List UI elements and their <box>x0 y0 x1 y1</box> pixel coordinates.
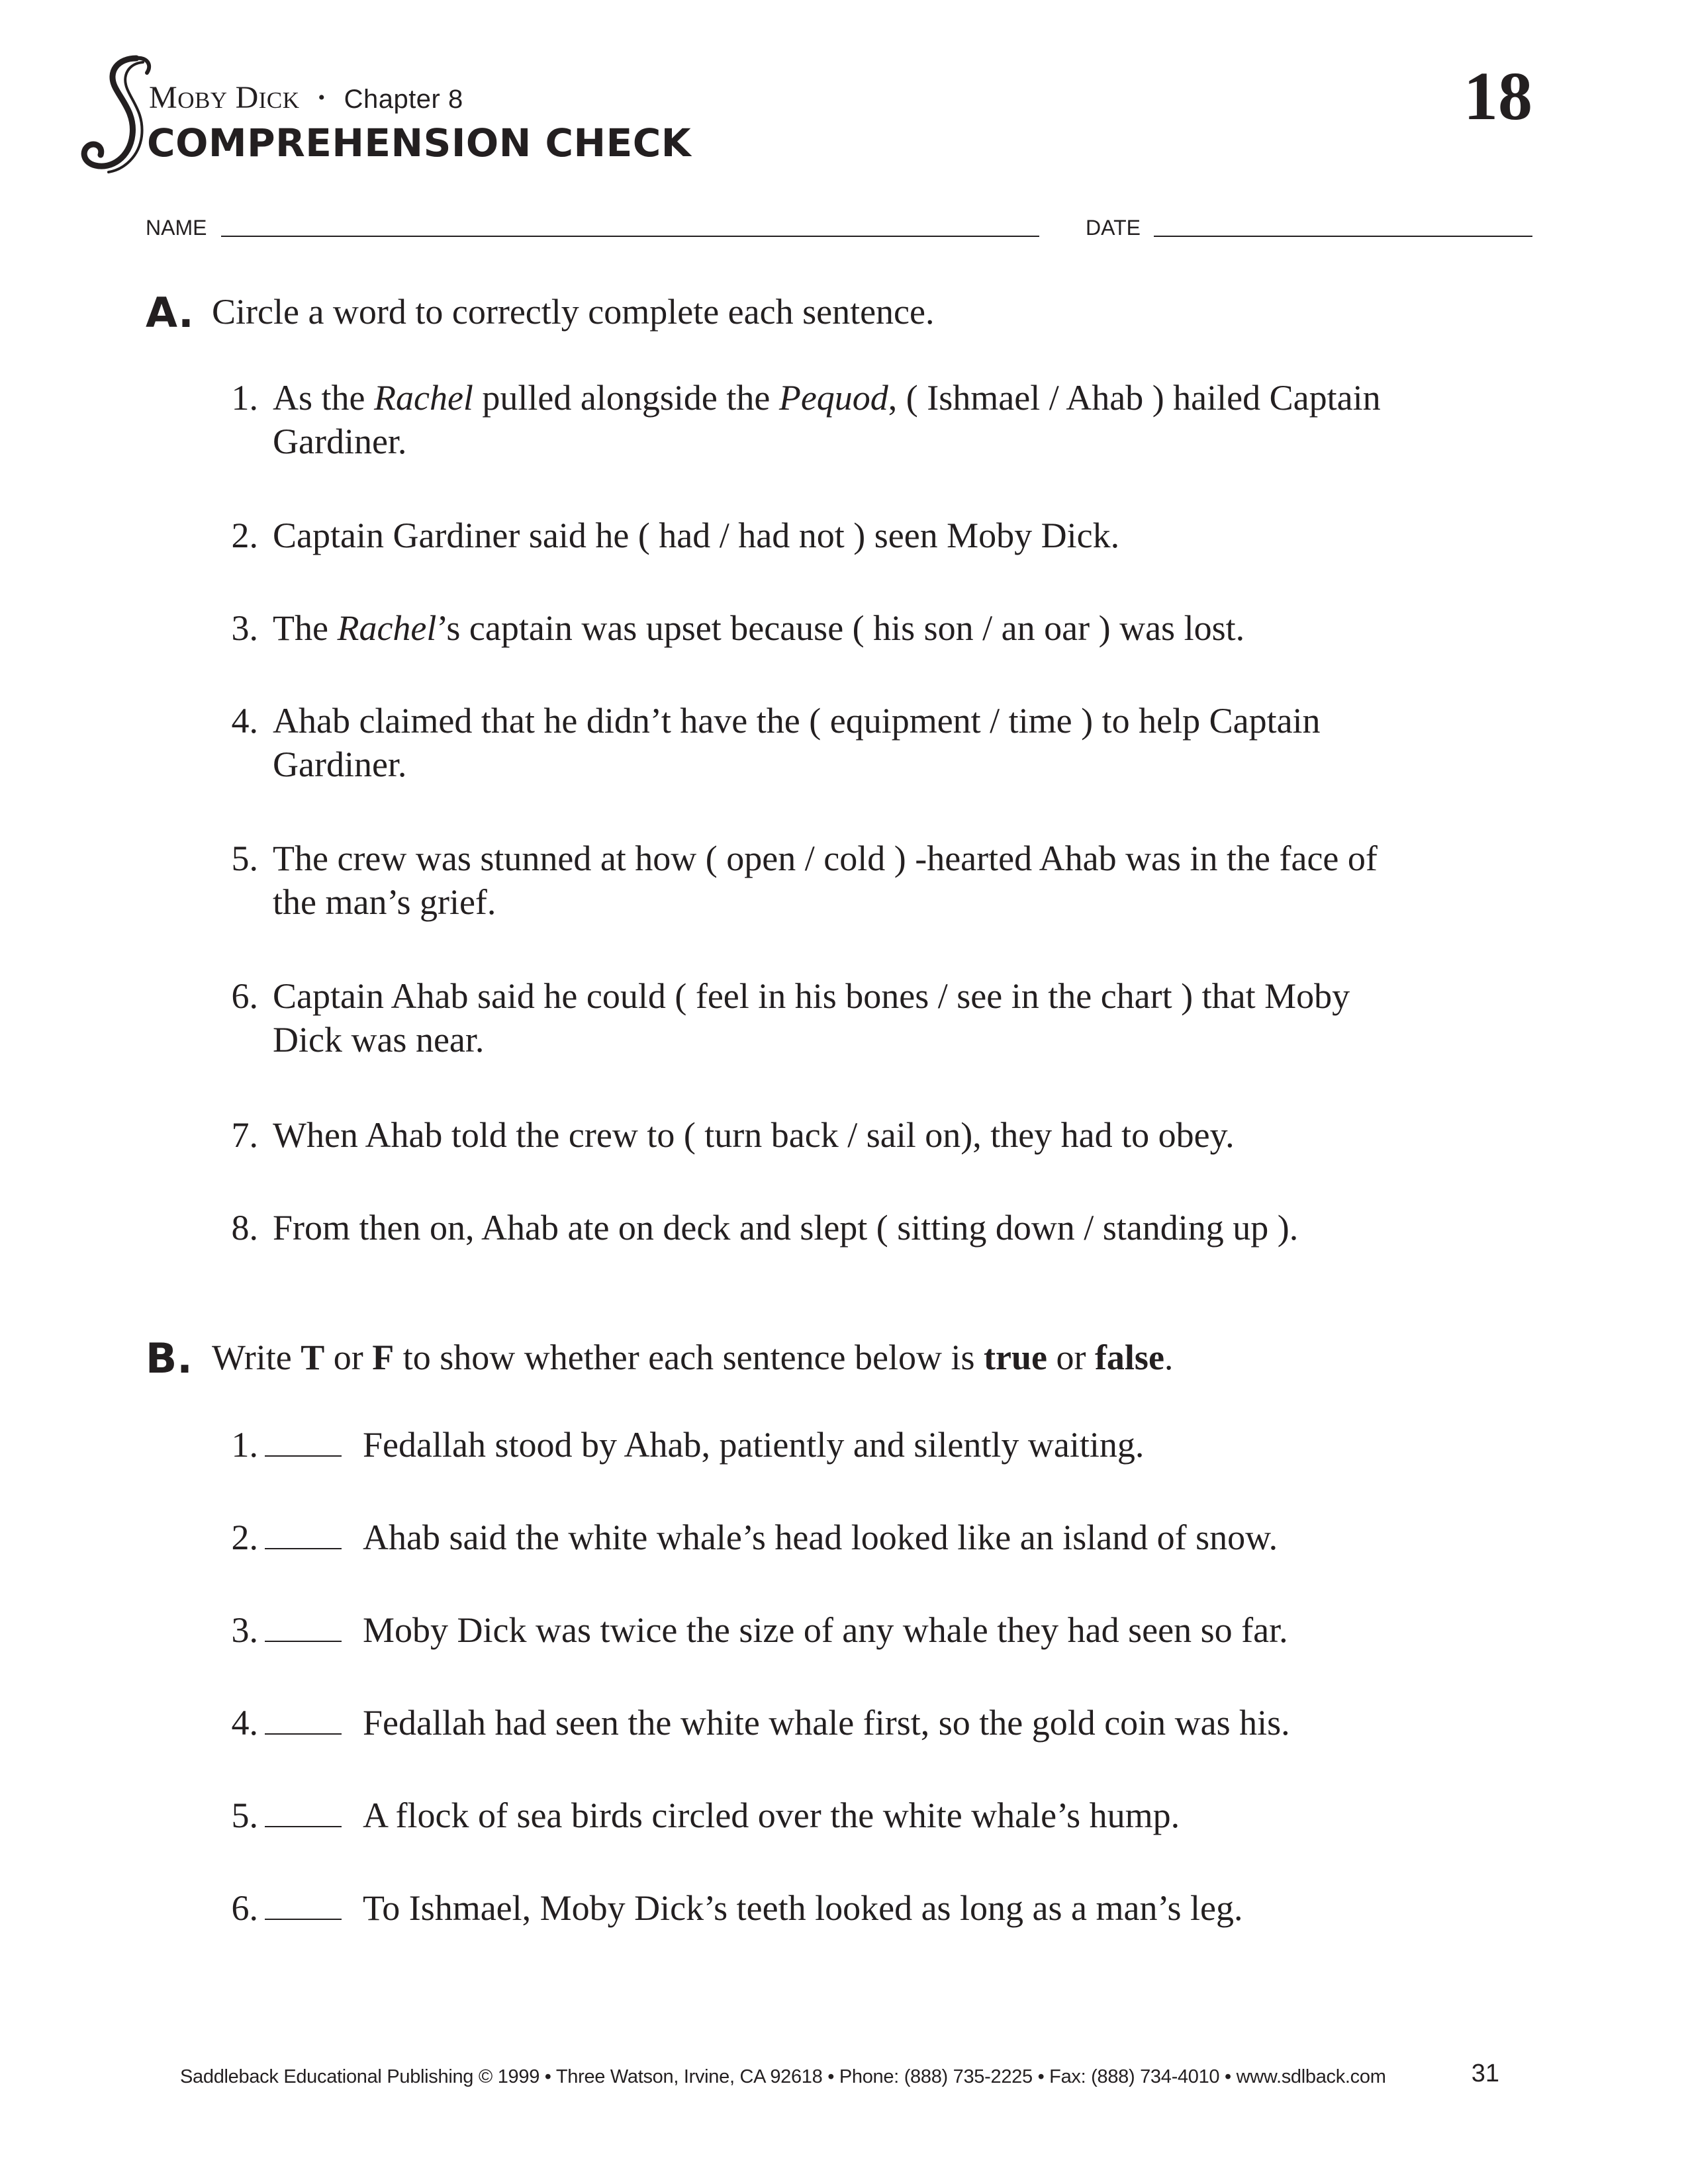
publisher-footer: Saddleback Educational Publishing © 1999 • Three Watson, Irvine, CA 92618 • Phone: (888) 735-2225 • Fax: (888) 734-4010 • www.sdlback.com <box>180 2066 1386 2087</box>
answer-blank[interactable] <box>265 1799 342 1827</box>
series-bullet: • <box>318 87 326 109</box>
statement-number: 6. <box>231 1888 258 1928</box>
statement-number: 1. <box>231 1425 258 1465</box>
statement-b-3 <box>212 1608 1288 1652</box>
question-text: Captain Ahab said he could ( feel in his bones / see in the chart ) that Moby Dick was near. <box>273 976 1350 1060</box>
section-a-letter: A. <box>146 289 194 337</box>
question-text: From then on, Ahab ate on deck and slept ( sitting down / standing up ). <box>273 1208 1299 1248</box>
answer-blank[interactable] <box>265 1429 342 1457</box>
statement-text: Fedallah had seen the white whale first, so the gold coin was his. <box>363 1703 1290 1743</box>
statement-text: Fedallah stood by Ahab, patiently and silently waiting. <box>363 1425 1145 1465</box>
date-field[interactable] <box>1154 236 1532 237</box>
question-number: 4. <box>231 701 258 741</box>
name-label: NAME <box>146 216 207 240</box>
question-number: 3. <box>231 608 258 648</box>
answer-blank[interactable] <box>265 1707 342 1735</box>
series-word1-rest: OBY <box>177 87 228 113</box>
answer-blank[interactable] <box>265 1522 342 1549</box>
question-text: The crew was stunned at how ( open / cold ) -hearted Ahab was in the face of the man’s grief. <box>273 839 1378 922</box>
question-number: 6. <box>231 976 258 1016</box>
chapter-label: Chapter 8 <box>344 85 463 114</box>
series-line <box>149 79 463 116</box>
statement-number: 3. <box>231 1610 258 1650</box>
statement-b-6 <box>212 1886 1243 1930</box>
statement-text: Moby Dick was twice the size of any whale they had seen so far. <box>363 1610 1288 1650</box>
question-text: Captain Gardiner said he ( had / had not ) seen Moby Dick. <box>273 516 1120 555</box>
name-field[interactable] <box>221 236 1039 237</box>
statement-b-5 <box>212 1794 1180 1837</box>
question-number: 1. <box>231 378 258 418</box>
section-a-instruction: Circle a word to correctly complete each sentence. <box>212 292 935 332</box>
statement-number: 4. <box>231 1703 258 1743</box>
section-b-instruction: Write T or F to show whether each sentence below is true or false. <box>212 1338 1174 1377</box>
statement-b-2 <box>212 1516 1278 1559</box>
question-a-1[interactable] <box>212 376 1470 463</box>
statement-b-4 <box>212 1701 1290 1745</box>
page-number: 31 <box>1471 2060 1499 2087</box>
question-a-6[interactable] <box>212 974 1403 1062</box>
answer-blank[interactable] <box>265 1614 342 1642</box>
answer-blank[interactable] <box>265 1892 342 1920</box>
question-text: The Rachel’s captain was upset because ( his son / an oar ) was lost. <box>273 608 1245 648</box>
page-title: COMPREHENSION CHECK <box>147 120 692 165</box>
date-label: DATE <box>1086 216 1141 240</box>
question-text: As the Rachel pulled alongside the Pequod, ( Ishmael / Ahab ) hailed Captain Gardiner. <box>273 378 1381 461</box>
question-a-2[interactable] <box>212 514 1470 557</box>
question-a-8[interactable] <box>212 1206 1470 1250</box>
series-initial-d: D <box>235 80 259 115</box>
question-text: Ahab claimed that he didn’t have the ( equipment / time ) to help Captain Gardiner. <box>273 701 1321 784</box>
question-number: 5. <box>231 839 258 878</box>
question-a-4[interactable] <box>212 699 1324 786</box>
question-a-7[interactable] <box>212 1113 1470 1157</box>
statement-b-1 <box>212 1423 1145 1467</box>
statement-number: 2. <box>231 1518 258 1557</box>
series-word2-rest: ICK <box>258 87 300 113</box>
question-number: 8. <box>231 1208 258 1248</box>
section-b-letter: B. <box>146 1334 193 1383</box>
question-text: When Ahab told the crew to ( turn back / sail on), they had to obey. <box>273 1115 1235 1155</box>
sheet-number: 18 <box>1464 58 1532 134</box>
question-a-3[interactable] <box>212 606 1470 650</box>
statement-number: 5. <box>231 1796 258 1835</box>
question-a-5[interactable] <box>212 837 1417 924</box>
question-number: 2. <box>231 516 258 555</box>
statement-text: Ahab said the white whale’s head looked like an island of snow. <box>363 1518 1278 1557</box>
statement-text: To Ishmael, Moby Dick’s teeth looked as long as a man’s leg. <box>363 1888 1243 1928</box>
series-initial-m: M <box>149 80 178 115</box>
statement-text: A flock of sea birds circled over the white whale’s hump. <box>363 1796 1180 1835</box>
question-number: 7. <box>231 1115 258 1155</box>
